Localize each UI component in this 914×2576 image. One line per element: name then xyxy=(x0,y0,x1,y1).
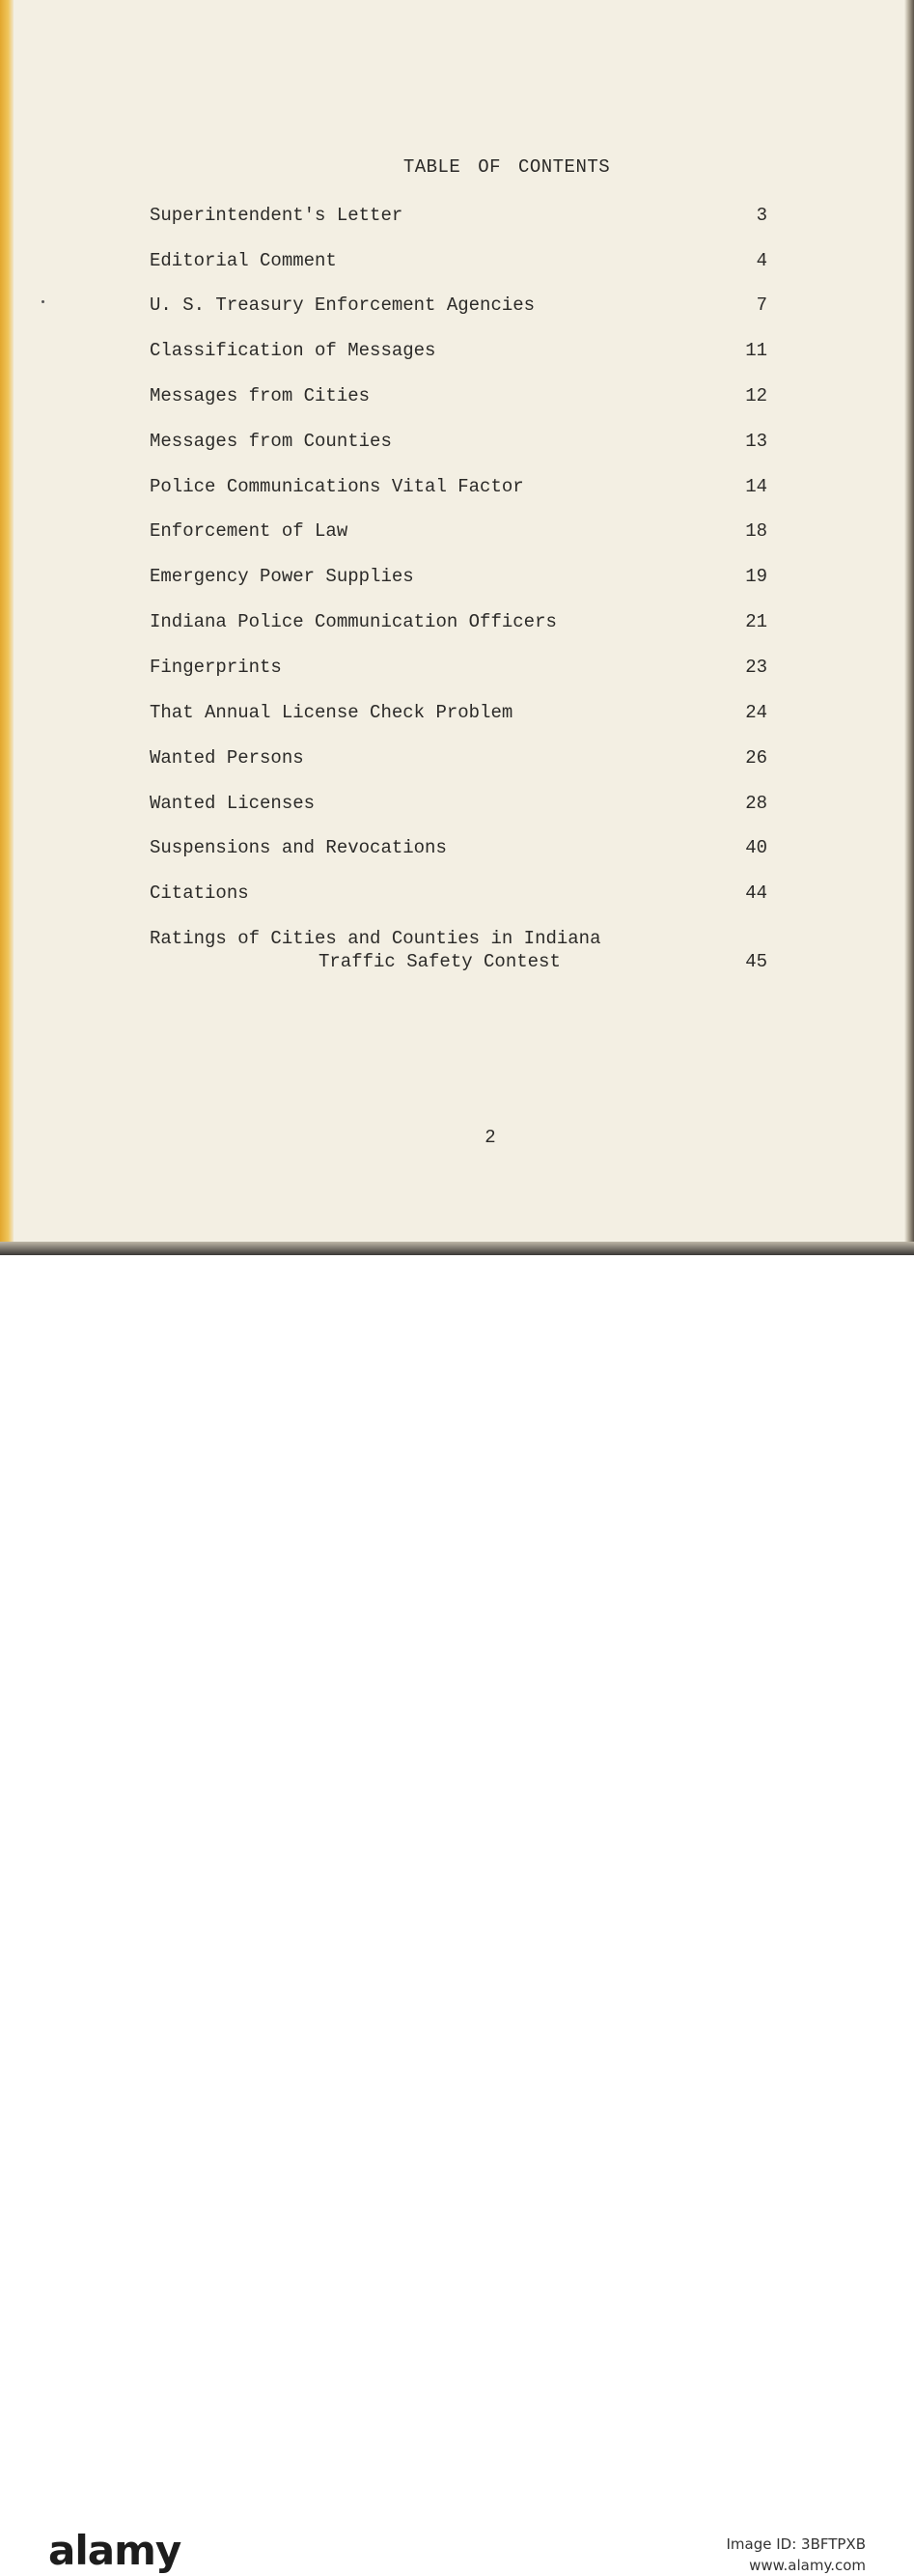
watermark-logo: alamy xyxy=(48,2527,181,2574)
toc-entry-title: Citations xyxy=(150,882,249,904)
toc-entry-title: Editorial Comment xyxy=(150,250,337,271)
toc-entry-title: Messages from Counties xyxy=(150,431,392,452)
toc-entry-title: Wanted Persons xyxy=(150,747,304,769)
paper-speck xyxy=(42,300,44,303)
toc-entry-page: 26 xyxy=(745,747,767,769)
toc-entry-page: 23 xyxy=(745,657,767,678)
toc-entry-title: Suspensions and Revocations xyxy=(150,837,447,858)
toc-entry-page: 40 xyxy=(745,837,767,858)
toc-entry-title: Indiana Police Communication Officers xyxy=(150,611,557,632)
toc-entry-page: 12 xyxy=(745,385,767,406)
toc-entry-title-line2: Traffic Safety Contest xyxy=(319,951,561,972)
toc-entry-title: Superintendent's Letter xyxy=(150,205,403,226)
page-number: 2 xyxy=(485,1127,496,1148)
toc-entry xyxy=(150,927,767,975)
toc-entry-title: U. S. Treasury Enforcement Agencies xyxy=(150,294,536,316)
watermark-image-id: Image ID: 3BFTPXB xyxy=(726,2535,866,2553)
toc-entry-page: 24 xyxy=(745,702,767,723)
toc-entry-title: Wanted Licenses xyxy=(150,793,316,814)
page-edge-left xyxy=(0,0,14,1255)
toc-entry-page: 4 xyxy=(756,250,767,271)
toc-entry-title: Fingerprints xyxy=(150,657,282,678)
toc-entry-title xyxy=(150,927,600,973)
toc-entry-page: 7 xyxy=(756,294,767,316)
toc-entry-title: Emergency Power Supplies xyxy=(150,566,414,587)
toc-entry-page: 13 xyxy=(745,431,767,452)
toc-entry-page: 28 xyxy=(745,793,767,814)
toc-entry-page: 3 xyxy=(756,205,767,226)
scanned-page xyxy=(0,0,914,1255)
page-edge-bottom xyxy=(0,1242,914,1255)
page-title: TABLE OF CONTENTS xyxy=(402,156,611,178)
toc-entry-page: 18 xyxy=(745,520,767,542)
toc-entry-page: 11 xyxy=(745,340,767,361)
toc-entry-title: Enforcement of Law xyxy=(150,520,348,542)
toc-entry-title-line1: Ratings of Cities and Counties in Indiana xyxy=(150,928,601,949)
toc-entry-page: 14 xyxy=(745,476,767,497)
toc-entry-page: 44 xyxy=(745,882,767,904)
watermark-site: www.alamy.com xyxy=(749,2557,866,2574)
toc-entry-page: 45 xyxy=(745,951,767,972)
watermark-bar xyxy=(0,1255,914,2574)
toc-entry-title: Classification of Messages xyxy=(150,340,436,361)
toc-entry-title: Messages from Cities xyxy=(150,385,371,406)
toc-entry-title: Police Communications Vital Factor xyxy=(150,476,524,497)
page-edge-right xyxy=(904,0,914,1255)
toc-entry-title: That Annual License Check Problem xyxy=(150,702,513,723)
watermark-info xyxy=(726,2534,866,2576)
toc-entry-page: 21 xyxy=(745,611,767,632)
toc-entry-page: 19 xyxy=(745,566,767,587)
